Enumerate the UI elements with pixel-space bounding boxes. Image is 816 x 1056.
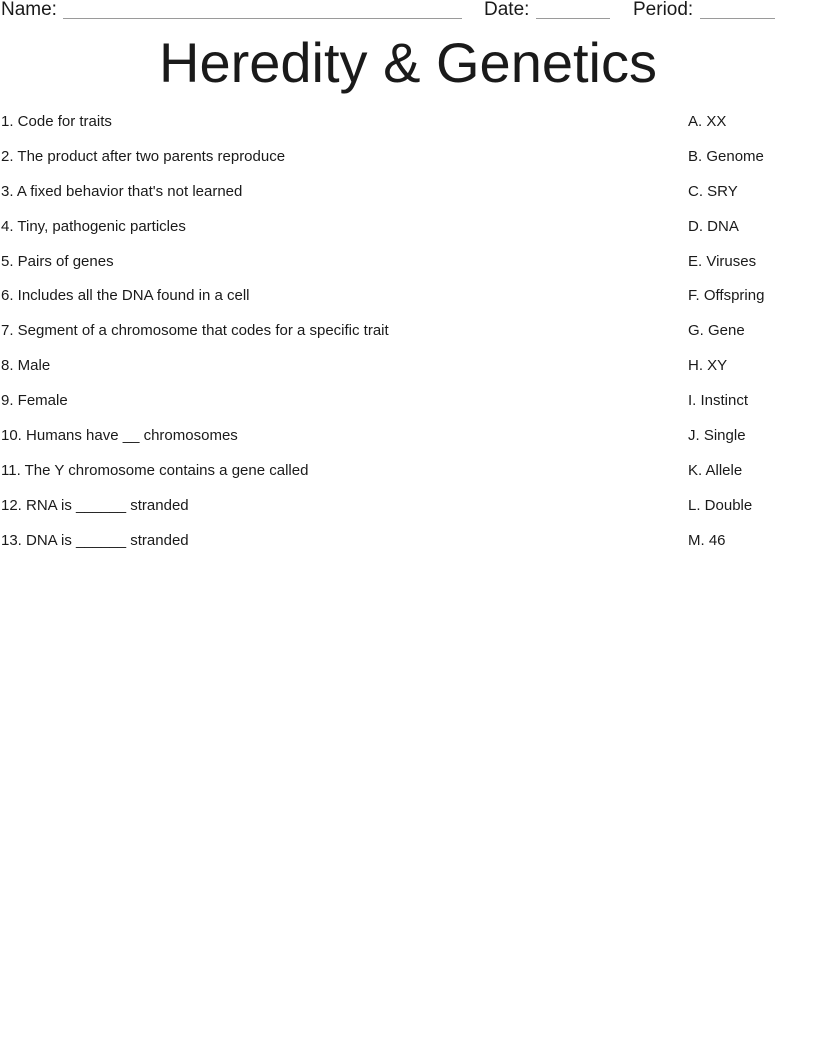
word-bank-item: K. Allele — [688, 461, 743, 479]
word-bank-item: M. 46 — [688, 531, 726, 549]
clue-item: 13. DNA is ______ stranded — [1, 531, 189, 549]
clue-item: 12. RNA is ______ stranded — [1, 496, 189, 514]
word-bank-item: B. Genome — [688, 147, 764, 165]
clue-list — [1, 112, 661, 566]
clue-item: 10. Humans have __ chromosomes — [1, 427, 238, 445]
page-title: Heredity & Genetics — [159, 31, 657, 94]
clue-item: 11. The Y chromosome contains a gene called — [1, 461, 309, 479]
clue-item: 4. Tiny, pathogenic particles — [1, 217, 186, 235]
clue-item: 2. The product after two parents reproduce — [1, 147, 286, 165]
clue-item: 6. Includes all the DNA found in a cell — [1, 287, 250, 305]
word-bank-item: G. Gene — [688, 322, 745, 340]
word-bank-item: D. DNA — [688, 217, 739, 235]
name-blank-line[interactable] — [63, 18, 462, 19]
period-blank-line[interactable] — [700, 18, 775, 19]
name-label: Name: — [1, 0, 57, 20]
word-bank-item: F. Offspring — [688, 287, 765, 305]
period-label: Period: — [633, 0, 694, 20]
clue-item: 1. Code for traits — [1, 113, 112, 130]
clue-item: 3. A fixed behavior that's not learned — [1, 182, 243, 200]
word-bank-item: J. Single — [688, 427, 746, 445]
clue-item: 8. Male — [1, 357, 51, 375]
clue-item: 9. Female — [1, 392, 68, 410]
date-blank-line[interactable] — [536, 18, 610, 19]
word-bank-item: A. XX — [688, 113, 727, 130]
date-label: Date: — [484, 0, 530, 20]
word-bank-item: C. SRY — [688, 182, 738, 200]
word-bank-item: E. Viruses — [688, 252, 757, 270]
clue-item: 5. Pairs of genes — [1, 252, 114, 270]
worksheet-header — [0, 0, 816, 22]
word-bank-item: H. XY — [688, 357, 728, 375]
word-bank-item: L. Double — [688, 496, 753, 514]
clue-item: 7. Segment of a chromosome that codes for a specific trait — [1, 322, 389, 340]
word-bank — [688, 112, 816, 566]
word-bank-item: I. Instinct — [688, 392, 749, 410]
